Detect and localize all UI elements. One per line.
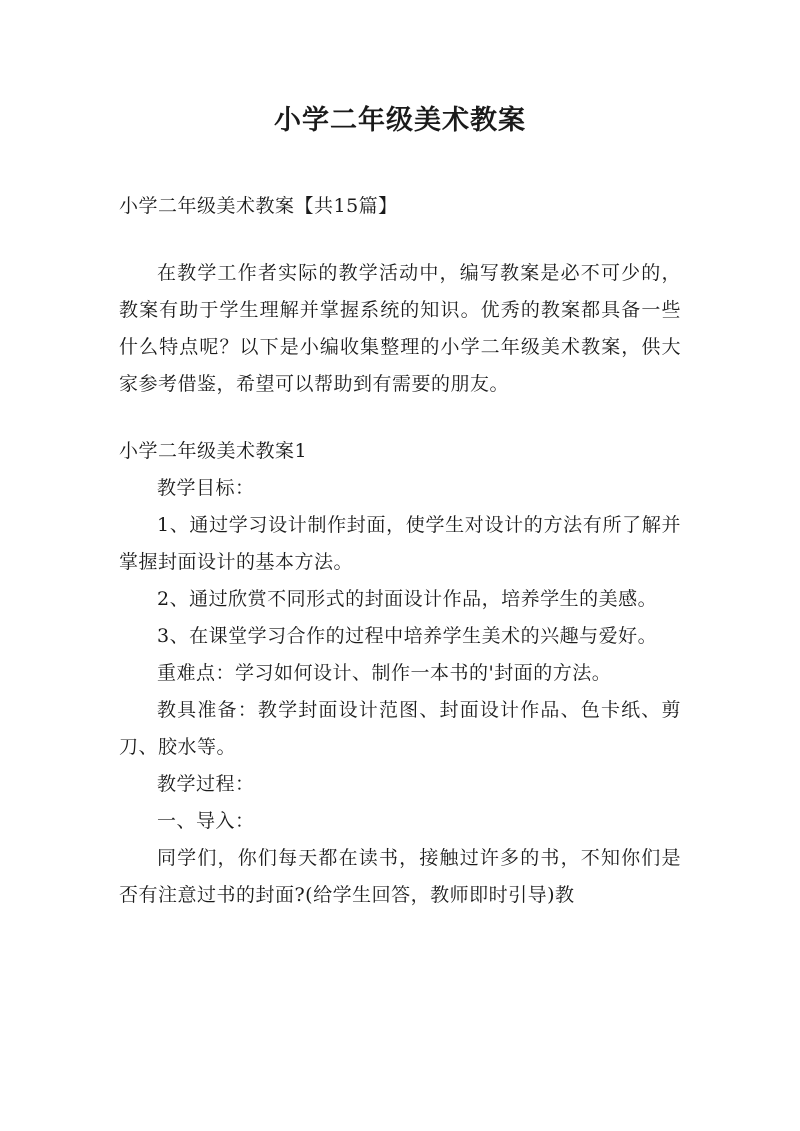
step-1-text: 同学们，你们每天都在读书，接触过许多的书，不知你们是否有注意过书的封面?(给学生回答，教师即时引导)教 [119,847,681,906]
goal-item-1: 1、通过学习设计制作封面，使学生对设计的方法有所了解并掌握封面设计的基本方法。 [119,514,681,573]
process-label: 教学过程： [157,773,255,795]
step-1-label: 一、导入： [157,810,255,832]
goal-item-2: 2、通过欣赏不同形式的封面设计作品，培养学生的美感。 [157,588,658,610]
section-heading: 小学二年级美术教案1 [119,440,308,462]
document-title: 小学二年级美术教案 [274,105,526,136]
intro-paragraph: 在教学工作者实际的教学活动中，编写教案是必不可少的，教案有助于学生理解并掌握系统的知识。优秀的教案都具备一些什么特点呢？以下是小编收集整理的小学二年级美术教案，供大家参考借鉴，希望可以帮助到有需要的朋友。 [119,262,681,395]
key-points: 重难点：学习如何设计、制作一本书的'封面的方法。 [157,662,612,684]
document-subtitle: 小学二年级美术教案【共15篇】 [119,195,398,217]
materials: 教具准备：教学封面设计范图、封面设计作品、色卡纸、剪刀、胶水等。 [119,699,681,758]
goal-item-3: 3、在课堂学习合作的过程中培养学生美术的兴趣与爱好。 [157,625,658,647]
document-body [119,188,681,914]
goals-label: 教学目标： [157,477,255,499]
